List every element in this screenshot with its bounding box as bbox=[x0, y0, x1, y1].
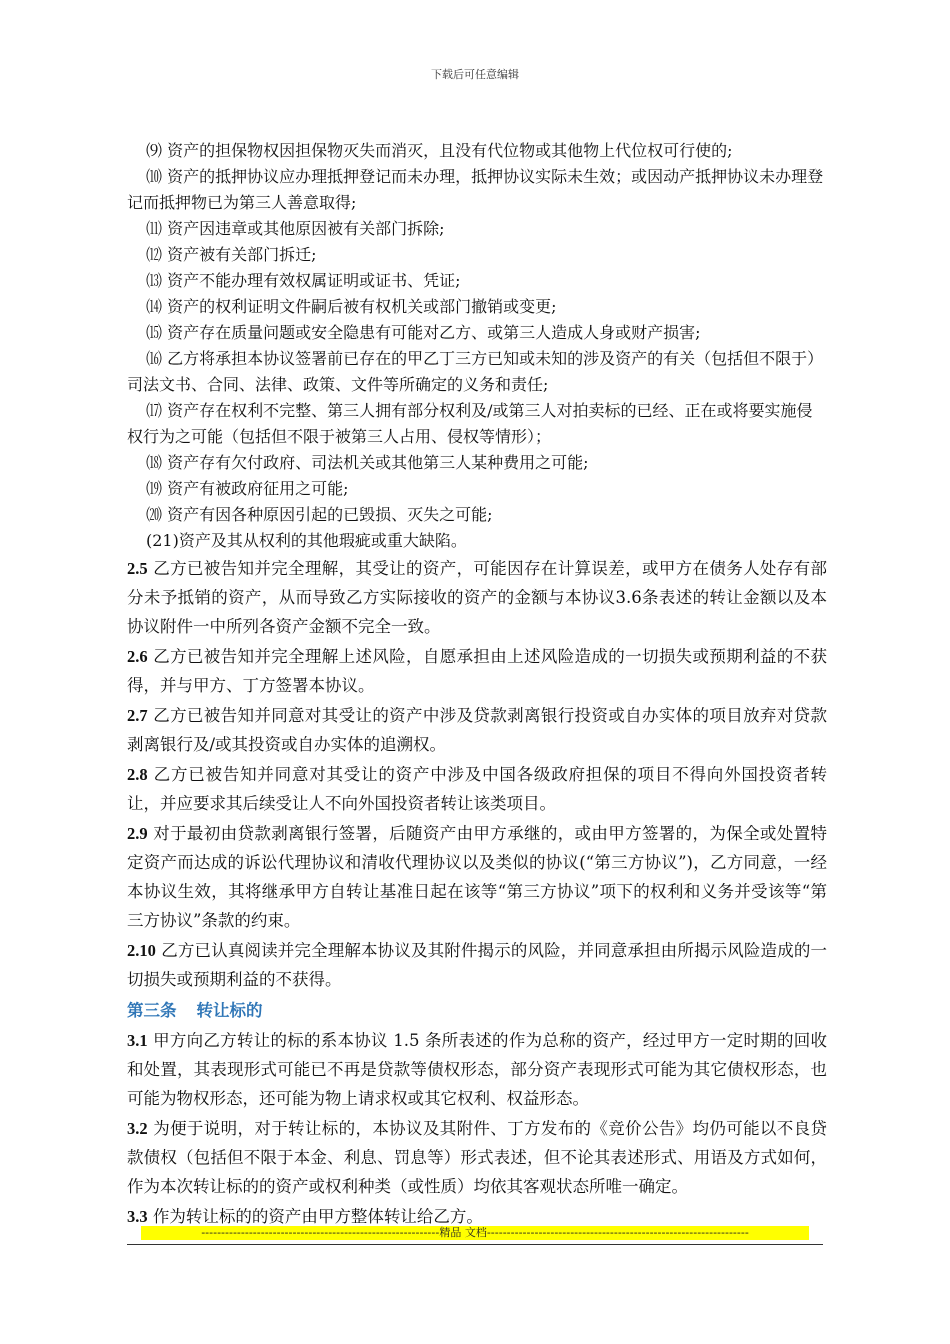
clause-number: 2.10 bbox=[127, 941, 156, 960]
section-title: 转让标的 bbox=[196, 1001, 263, 1020]
clause-3-1 bbox=[127, 1026, 827, 1113]
clause-number: 3.1 bbox=[127, 1031, 148, 1050]
clause-number: 3.2 bbox=[127, 1119, 148, 1138]
list-item: (21)资产及其从权利的其他瑕疵或重大缺陷。 bbox=[146, 531, 467, 550]
clause-text: 乙方已被告知并完全理解，其受让的资产，可能因存在计算误差，或甲方在债务人处存有部分未予抵销的资产，从而导致乙方实际接收的资产的金额与本协议3.6条表述的转让金额以及本协议附件一中所列各资产金额不完全一致。 bbox=[127, 559, 827, 636]
footer-banner: ------------------------------------------------------------精品 文档------------------------------------------------------------------ bbox=[141, 1226, 809, 1240]
clause-text: 作为转让标的的资产由甲方整体转让给乙方。 bbox=[147, 1207, 483, 1226]
clause-text: 甲方向乙方转让的标的系本协议 1.5 条所表述的作为总称的资产，经过甲方一定时期的回收和处置，其表现形式可能已不再是贷款等债权形态，部分资产表现形式可能为其它债权形态，也可能为物权形态，还可能为物上请求权或其它权利、权益形态。 bbox=[127, 1031, 827, 1108]
clause-text: 乙方已被告知并完全理解上述风险，自愿承担由上述风险造成的一切损失或预期利益的不获得，并与甲方、丁方签署本协议。 bbox=[127, 647, 827, 695]
clause-2-8 bbox=[127, 760, 827, 818]
clause-number: 2.9 bbox=[127, 824, 148, 843]
clause-number: 3.3 bbox=[127, 1207, 148, 1226]
list-item: ⑽ 资产的抵押协议应办理抵押登记而未办理，抵押协议实际未生效；或因动产抵押协议未办理登记而抵押物已为第三人善意取得; bbox=[127, 167, 824, 212]
footer-divider bbox=[127, 1244, 823, 1245]
clause-2-5 bbox=[127, 554, 827, 641]
clause-3-2 bbox=[127, 1114, 827, 1201]
list-item: ⑿ 资产被有关部门拆迁; bbox=[146, 245, 317, 264]
clause-2-7 bbox=[127, 701, 827, 759]
clause-text: 乙方已被告知并同意对其受让的资产中涉及中国各级政府担保的项目不得向外国投资者转让，并应要求其后续受让人不向外国投资者转让该类项目。 bbox=[127, 765, 827, 813]
list-item: ⑾ 资产因违章或其他原因被有关部门拆除; bbox=[146, 219, 445, 238]
clause-number: 2.8 bbox=[127, 765, 148, 784]
clause-2-6 bbox=[127, 642, 827, 700]
clause-number: 2.5 bbox=[127, 559, 148, 578]
clause-text: 对于最初由贷款剥离银行签署，后随资产由甲方承继的，或由甲方签署的，为保全或处置特定资产而达成的诉讼代理协议和清收代理协议以及类似的协议(“第三方协议”)，乙方同意，一经本协议生效，其将继承甲方自转让基准日起在该等“第三方协议”项下的权利和义务并受该等“第三方协议”条款的约束。 bbox=[127, 824, 827, 930]
document-body bbox=[127, 138, 827, 1232]
list-item: ⒇ 资产有因各种原因引起的已毁损、灭失之可能; bbox=[146, 505, 493, 524]
clause-2-10 bbox=[127, 936, 827, 994]
clause-text: 乙方已被告知并同意对其受让的资产中涉及贷款剥离银行投资或自办实体的项目放弃对贷款剥离银行及/或其投资或自办实体的追溯权。 bbox=[127, 706, 827, 754]
clause-text: 为便于说明，对于转让标的，本协议及其附件、丁方发布的《竞价公告》均仍可能以不良贷款债权（包括但不限于本金、利息、罚息等）形式表述，但不论其表述形式、用语及方式如何，作为本次转让标的的资产或权利种类（或性质）均依其客观状态所唯一确定。 bbox=[127, 1119, 827, 1196]
clause-number: 2.7 bbox=[127, 706, 148, 725]
list-item: ⑼ 资产的担保物权因担保物灭失而消灭，且没有代位物或其他物上代位权可行使的; bbox=[146, 141, 733, 160]
clause-number: 2.6 bbox=[127, 647, 148, 666]
section-heading bbox=[127, 996, 827, 1026]
page-header: 下载后可任意编辑 bbox=[431, 68, 519, 81]
list-item: ⒁ 资产的权利证明文件嗣后被有权机关或部门撤销或变更; bbox=[146, 297, 557, 316]
list-item: ⒄ 资产存在权利不完整、第三人拥有部分权利及/或第三人对拍卖标的已经、正在或将要实施侵权行为之可能（包括但不限于被第三人占用、侵权等情形）； bbox=[127, 401, 813, 446]
list-item: ⒆ 资产有被政府征用之可能; bbox=[146, 479, 349, 498]
list-item: ⒀ 资产不能办理有效权属证明或证书、凭证; bbox=[146, 271, 461, 290]
clause-2-9 bbox=[127, 819, 827, 935]
clause-text: 乙方已认真阅读并完全理解本协议及其附件揭示的风险，并同意承担由所揭示风险造成的一切损失或预期利益的不获得。 bbox=[127, 941, 827, 989]
list-item: ⒃ 乙方将承担本协议签署前已存在的甲乙丁三方已知或未知的涉及资产的有关（包括但不限于）司法文书、合同、法律、政策、文件等所确定的义务和责任; bbox=[127, 349, 824, 394]
list-item: ⒂ 资产存在质量问题或安全隐患有可能对乙方、或第三人造成人身或财产损害; bbox=[146, 323, 701, 342]
list-item: ⒅ 资产存有欠付政府、司法机关或其他第三人某种费用之可能; bbox=[146, 453, 589, 472]
section-label: 第三条 bbox=[127, 1001, 177, 1020]
